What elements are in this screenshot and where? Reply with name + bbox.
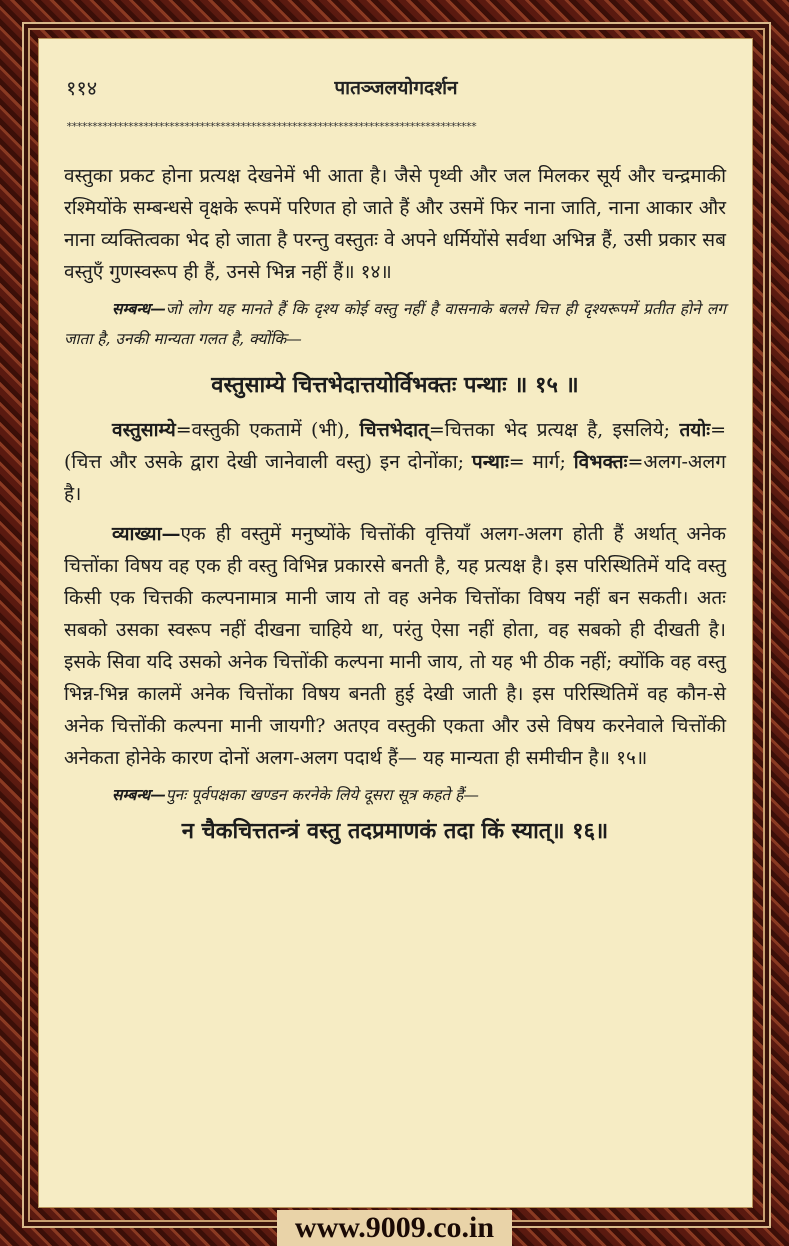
- word-meaning: [64, 414, 726, 510]
- relation-label: सम्बन्ध—: [112, 299, 166, 318]
- relation-label: सम्बन्ध—: [112, 785, 166, 804]
- page-title: पातञ्जलयोगदर्शन: [334, 77, 458, 99]
- meaning: =(चित्त और उसके द्वारा देखी जानेवाली वस्तु) इन दोनोंका;: [64, 419, 726, 473]
- term: चित्तभेदात्: [359, 419, 429, 441]
- relation-note: [64, 780, 726, 810]
- relation-note: [64, 294, 726, 354]
- meaning: = मार्ग;: [508, 451, 574, 473]
- term: वस्तुसाम्ये: [112, 419, 176, 441]
- footer: [0, 1210, 789, 1246]
- page-header: [66, 74, 726, 104]
- relation-text: पुनः पूर्वपक्षका खण्डन करनेके लिये दूसरा सूत्र कहते हैं—: [165, 786, 479, 804]
- term: तयोः: [679, 419, 711, 441]
- relation-text: जो लोग यह मानते हैं कि दृश्य कोई वस्तु नहीं है वासनाके बलसे चित्त ही दृश्यरूपमें प्रतीत होने लग जाता है, उनकी मान्यता गलत है, क्योंकि—: [64, 300, 727, 348]
- sutra-15: वस्तुसाम्ये चित्तभेदात्तयोर्विभक्तः पन्थाः ॥ १५ ॥: [211, 372, 579, 398]
- term: पन्थाः: [471, 451, 509, 473]
- page-number: ११४: [66, 76, 98, 100]
- meaning: =वस्तुकी एकतामें (भी),: [175, 419, 360, 441]
- commentary-label: व्याख्या—: [112, 523, 181, 545]
- page-body: [64, 160, 726, 860]
- meaning: =चित्तका भेद प्रत्यक्ष है, इसलिये;: [428, 419, 680, 441]
- sutra-16: न चैकचित्ततन्त्रं वस्तु तदप्रमाणकं तदा किं स्यात्॥ १६॥: [181, 818, 609, 844]
- commentary-text: एक ही वस्तुमें मनुष्योंके चित्तोंकी वृत्तियाँ अलग-अलग होती हैं अर्थात् अनेक चित्तोंका विषय वह एक ही वस्तु विभिन्न प्रकारसे बनती है, यह प्रत्यक्ष है। इस परिस्थितिमें यदि वस्तु किसी एक चित्तकी कल्पनामात्र मानी जाय तो वह अनेक चित्तोंका विषय नहीं बन सकती। अतः सबको उसका स्वरूप नहीं दीखना चाहिये था, परंतु ऐसा नहीं होता, वह सबको ही दीखती है। इसके सिवा यदि उसको अनेक चित्तोंकी कल्पना मानी जाय, तो यह भी ठीक नहीं; क्योंकि वह वस्तु भिन्न-भिन्न कालमें अनेक चित्तोंका विषय बनती हुई देखी जाती है। इस परिस्थितिमें वह कौन-से अनेक चित्तोंकी कल्पना मानी जायगी? अतएव वस्तुकी एकता और उसे विषय करनेवाले चित्तोंकी अनेकता होनेके कारण दोनों अलग-अलग पदार्थ हैं— यह मान्यता ही समीचीन है॥ १५॥: [64, 523, 727, 769]
- website-url[interactable]: www.9009.co.in: [277, 1210, 512, 1246]
- separator: ********************************************************************************: [66, 120, 476, 133]
- term: विभक्तः: [573, 451, 628, 473]
- meaning: =अलग-अलग है।: [64, 451, 726, 505]
- commentary: [64, 518, 726, 774]
- paragraph: वस्तुका प्रकट होना प्रत्यक्ष देखनेमें भी आता है। जैसे पृथ्वी और जल मिलकर सूर्य और चन्द्रमाकी रश्मियोंके सम्बन्धसे वृक्षके रूपमें परिणत हो जाते हैं और उसमें फिर नाना जाति, नाना आकार और नाना व्यक्तित्वका भेद हो जाता है परन्तु वस्तुतः वे अपने धर्मियोंसे सर्वथा अभिन्न हैं, उसी प्रकार सब वस्तुएँ गुणस्वरूप ही हैं, उनसे भिन्न नहीं हैं॥ १४॥: [64, 165, 726, 283]
